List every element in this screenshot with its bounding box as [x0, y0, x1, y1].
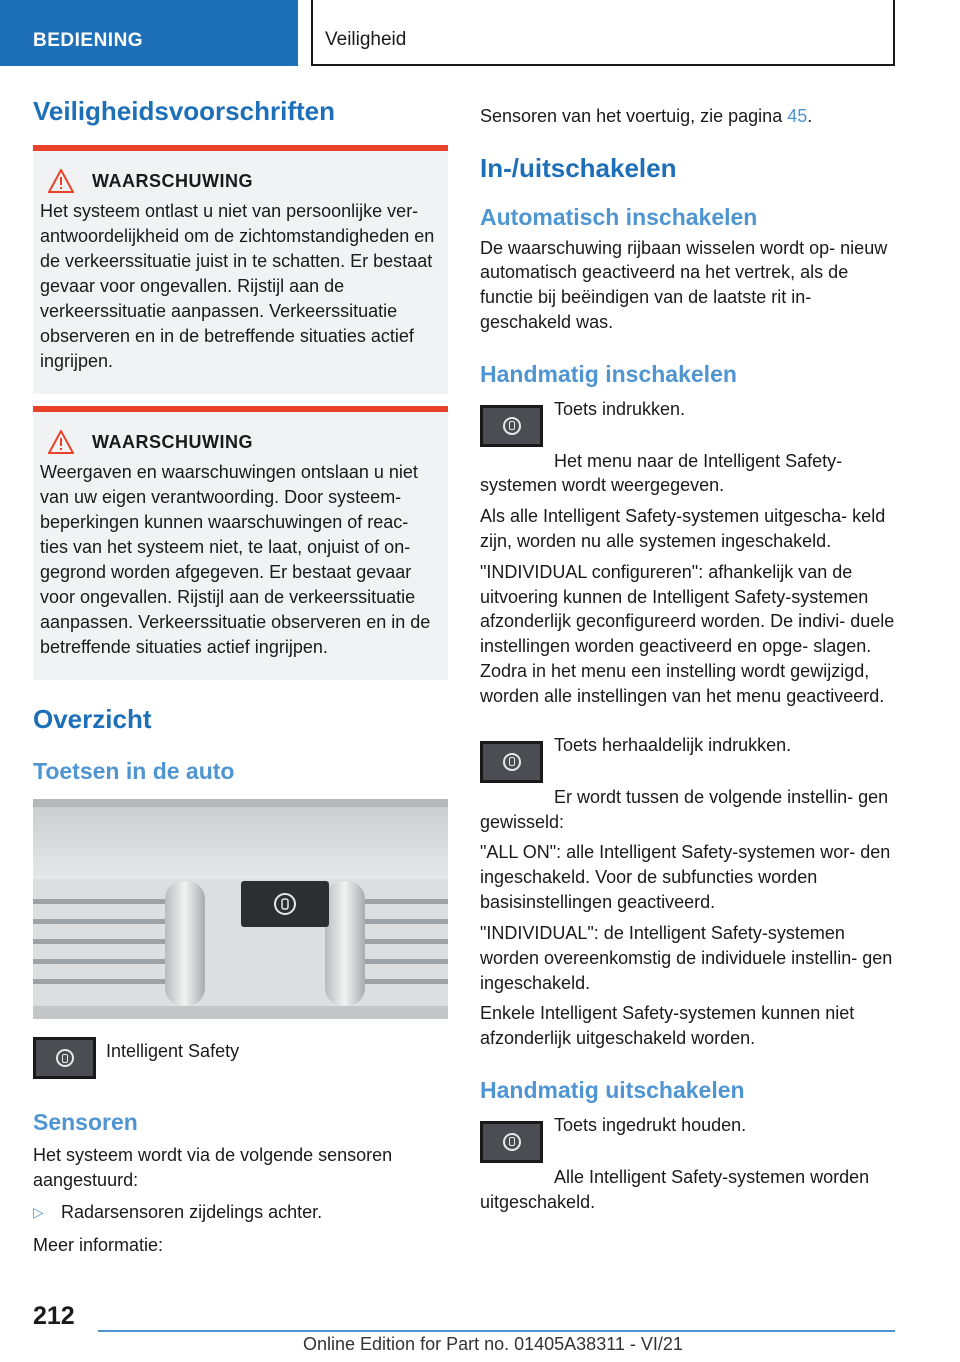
intelligent-safety-button[interactable] — [33, 1037, 96, 1079]
page-number: 212 — [33, 1302, 75, 1330]
warning-header — [40, 169, 438, 193]
safety-icon — [56, 1049, 74, 1067]
warning-triangle-icon — [48, 430, 74, 454]
press-repeat-text: Toets herhaaldelijk indrukken. — [554, 734, 792, 755]
manual-off-key-row — [480, 1113, 898, 1163]
dashboard-photo — [33, 799, 448, 1019]
individual-config-text: "INDIVIDUAL configureren": afhankelijk van de uitvoering kunnen de Intelligent Safety-systemen afzonderlijk geconfigureerd worden. De indivi- duele instellingen worden geactiveerd en opge- slagen. Zodra in het menu een instelling wordt gewijzigd, worden alle instellingen van het menu geactiveerd. — [480, 561, 895, 706]
onoff-heading: In-/uitschakelen — [480, 152, 677, 183]
right-column — [480, 96, 898, 1214]
reference-text: Sensoren van het voertuig, zie pagina — [480, 106, 783, 126]
press-key-text: Toets indrukken. — [554, 398, 686, 419]
all-off-text: Als alle Intelligent Safety-systemen uitgescha- keld zijn, worden nu alle systemen ingeschakeld. — [480, 506, 886, 551]
auto-on-text: De waarschuwing rijbaan wisselen wordt op- nieuw automatisch geactiveerd na het vertrek, als de functie bij beëindigen van de laatste rit in- geschakeld was. — [480, 237, 888, 333]
section-label: BEDIENING — [33, 30, 144, 51]
chapter-header — [311, 0, 895, 66]
bullet-text: Radarsensoren zijdelings achter. — [61, 1202, 323, 1223]
repeat-key-row — [480, 733, 898, 783]
auto-on-heading: Automatisch inschakelen — [480, 204, 758, 231]
intelligent-safety-button[interactable] — [480, 741, 543, 783]
hold-key-text: Toets ingedrukt houden. — [554, 1114, 747, 1135]
warning-triangle-icon — [48, 169, 74, 193]
all-off-result-text: Alle Intelligent Safety-systemen worden uitgeschakeld. — [480, 1166, 870, 1212]
warning-label: WAARSCHUWING — [92, 431, 253, 452]
sensors-reference — [480, 104, 898, 129]
menu-shown-text: Het menu naar de Intelligent Safety- systemen wordt weergegeven. — [480, 450, 843, 496]
warning-box-1 — [33, 145, 448, 394]
intelligent-safety-button[interactable] — [480, 405, 543, 447]
safety-icon — [503, 417, 521, 435]
warning-text: Weergaven en waarschuwingen ontslaan u niet van uw eigen verantwoording. Door systeem- beperkingen kunnen waarschuwingen of reac- ties van het systeem niet, te laat, onjuist of on- gegrond worden afgegeven. Er bestaat gevaar voor ongevallen. Rijstijl aan de verkeerssituatie aanpassen. Verkeerssituatie observeren en in de betreffende situaties actief ingrijpen. — [40, 462, 431, 658]
key-caption: Intelligent Safety — [106, 1041, 240, 1062]
safety-icon — [503, 1133, 521, 1151]
individual-text: "INDIVIDUAL": de Intelligent Safety-systemen worden overeenkomstig de individuele instellin- gen ingeschakeld. — [480, 922, 893, 993]
left-column — [33, 96, 448, 1258]
footer-edition: Online Edition for Part no. 01405A38311 - VI/21 — [303, 1334, 683, 1354]
manual-on-key-row — [480, 397, 898, 447]
reference-end: . — [807, 106, 813, 126]
sensors-text: Het systeem wordt via de volgende sensoren aangestuurd: — [33, 1144, 393, 1190]
sensors-bullet — [33, 1200, 448, 1225]
intelligent-safety-button[interactable] — [480, 1121, 543, 1163]
switch-between-text: Er wordt tussen de volgende instellin- gen gewisseld: — [480, 786, 889, 832]
bullet-triangle-icon: ▷ — [33, 1204, 44, 1221]
button-in-car-heading: Toetsen in de auto — [33, 757, 235, 784]
page-title: Veiligheidsvoorschriften — [33, 96, 335, 126]
footer-divider — [98, 1330, 895, 1332]
warning-box-2 — [33, 406, 448, 680]
manual-off-heading: Handmatig uitschakelen — [480, 1077, 745, 1104]
page-link-45[interactable]: 45 — [787, 106, 808, 126]
sensors-heading: Sensoren — [33, 1109, 138, 1136]
some-not-text: Enkele Intelligent Safety-systemen kunnen niet afzonderlijk uitgeschakeld worden. — [480, 1003, 855, 1049]
intelligent-safety-key-row — [33, 1037, 448, 1079]
manual-on-heading: Handmatig inschakelen — [480, 360, 737, 387]
chapter-label: Veiligheid — [325, 29, 407, 50]
dashboard-illustration — [33, 799, 448, 1019]
safety-icon — [503, 753, 521, 771]
overview-heading: Overzicht — [33, 704, 152, 735]
all-on-text: "ALL ON": alle Intelligent Safety-systemen wor- den ingeschakeld. Voor de subfuncties worden basisinstellingen geactiveerd. — [480, 842, 891, 913]
warning-header — [40, 430, 438, 454]
warning-label: WAARSCHUWING — [92, 170, 253, 191]
warning-text: Het systeem ontlast u niet van persoonlijke ver- antwoordelijkheid om de zichtomstandigheden en de verkeerssituatie juist in te schatten. Er bestaat gevaar voor ongevallen. Rijstijl aan de verkeerssituatie aanpassen. Verkeerssituatie observeren en in de betreffende situaties actief ingrijpen. — [40, 201, 435, 372]
more-info: Meer informatie: — [33, 1235, 164, 1256]
section-tab — [0, 0, 298, 66]
